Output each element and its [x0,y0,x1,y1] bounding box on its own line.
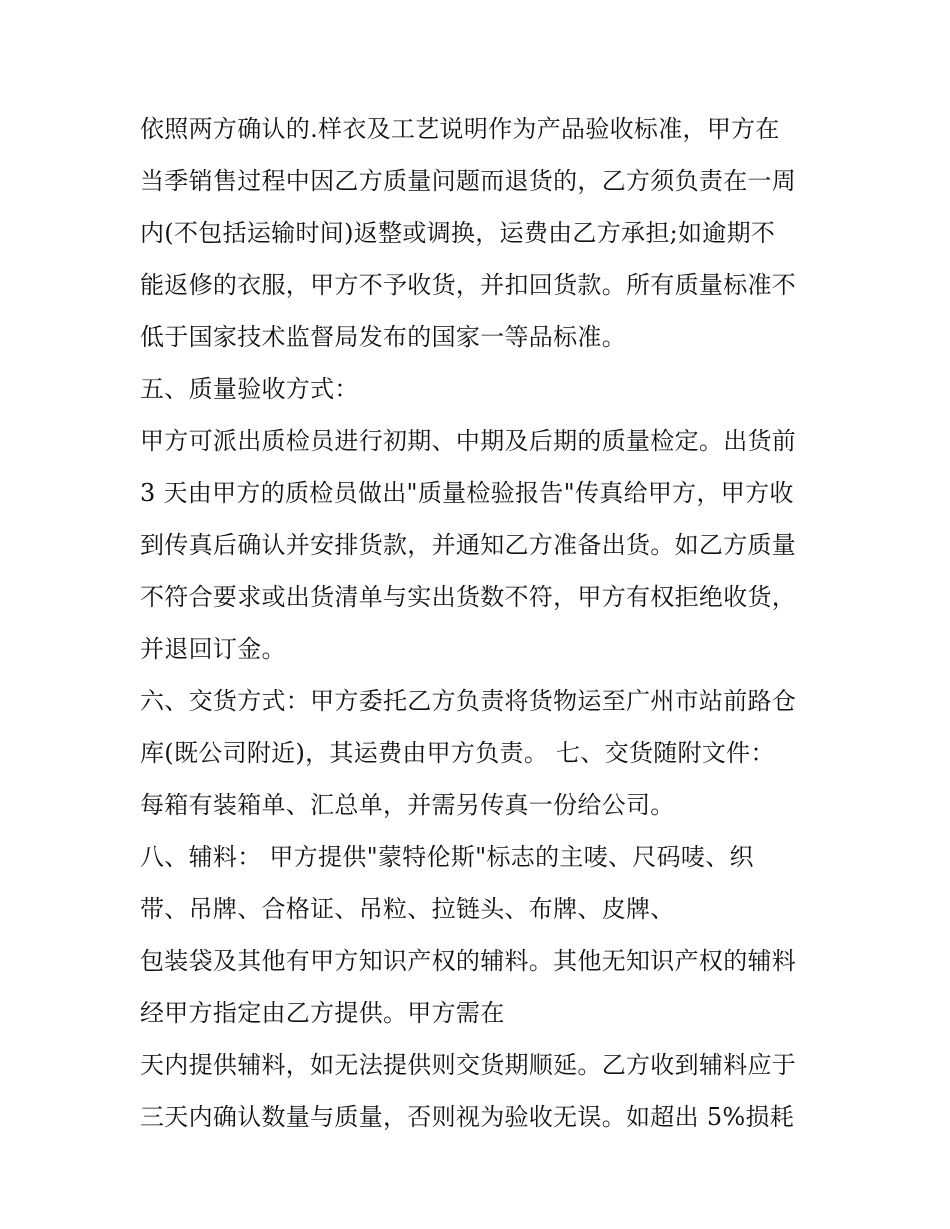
section-heading: 五、质量验收方式： [140,375,359,403]
paragraph-line: 当季销售过程中因乙方质量问题而退货的，乙方须负责在一周 [140,167,797,195]
paragraph-line: 低于国家技术监督局发布的国家一等品标准。 [140,323,626,351]
paragraph-line: 三天内确认数量与质量，否则视为验收无误。如超出 5%损耗 [140,1103,795,1131]
paragraph-line: 不符合要求或出货清单与实出货数不符，甲方有权拒绝收货， [140,583,797,611]
paragraph-line: 到传真后确认并安排货款，并通知乙方准备出货。如乙方质量 [140,531,797,559]
paragraph-line: 包装袋及其他有甲方知识产权的辅料。其他无知识产权的辅料 [140,947,797,975]
paragraph-line: 八、辅料： 甲方提供"蒙特伦斯"标志的主唛、尺码唛、织 [140,843,754,871]
paragraph-line: 经甲方指定由乙方提供。甲方需在 [140,999,505,1027]
paragraph-line: 依照两方确认的.样衣及工艺说明作为产品验收标准，甲方在 [140,115,780,143]
paragraph-line: 天内提供辅料，如无法提供则交货期顺延。乙方收到辅料应于 [140,1051,797,1079]
paragraph-line: 六、交货方式：甲方委托乙方负责将货物运至广州市站前路仓 [140,687,797,715]
paragraph-line: 3 天由甲方的质检员做出"质量检验报告"传真给甲方，甲方收 [140,479,794,507]
paragraph-line: 内(不包括运输时间)返整或调换，运费由乙方承担;如逾期不 [140,219,776,247]
paragraph-line: 并退回订金。 [140,635,286,663]
paragraph-line: 甲方可派出质检员进行初期、中期及后期的质量检定。出货前 [140,427,797,455]
paragraph-line: 每箱有装箱单、汇总单，并需另传真一份给公司。 [140,791,675,819]
paragraph-line: 带、吊牌、合格证、吊粒、拉链头、布牌、皮牌、 [140,895,675,923]
paragraph-line: 库(既公司附近)，其运费由甲方负责。 七、交货随附文件： [140,739,775,767]
paragraph-line: 能返修的衣服，甲方不予收货，并扣回货款。所有质量标准不 [140,271,797,299]
